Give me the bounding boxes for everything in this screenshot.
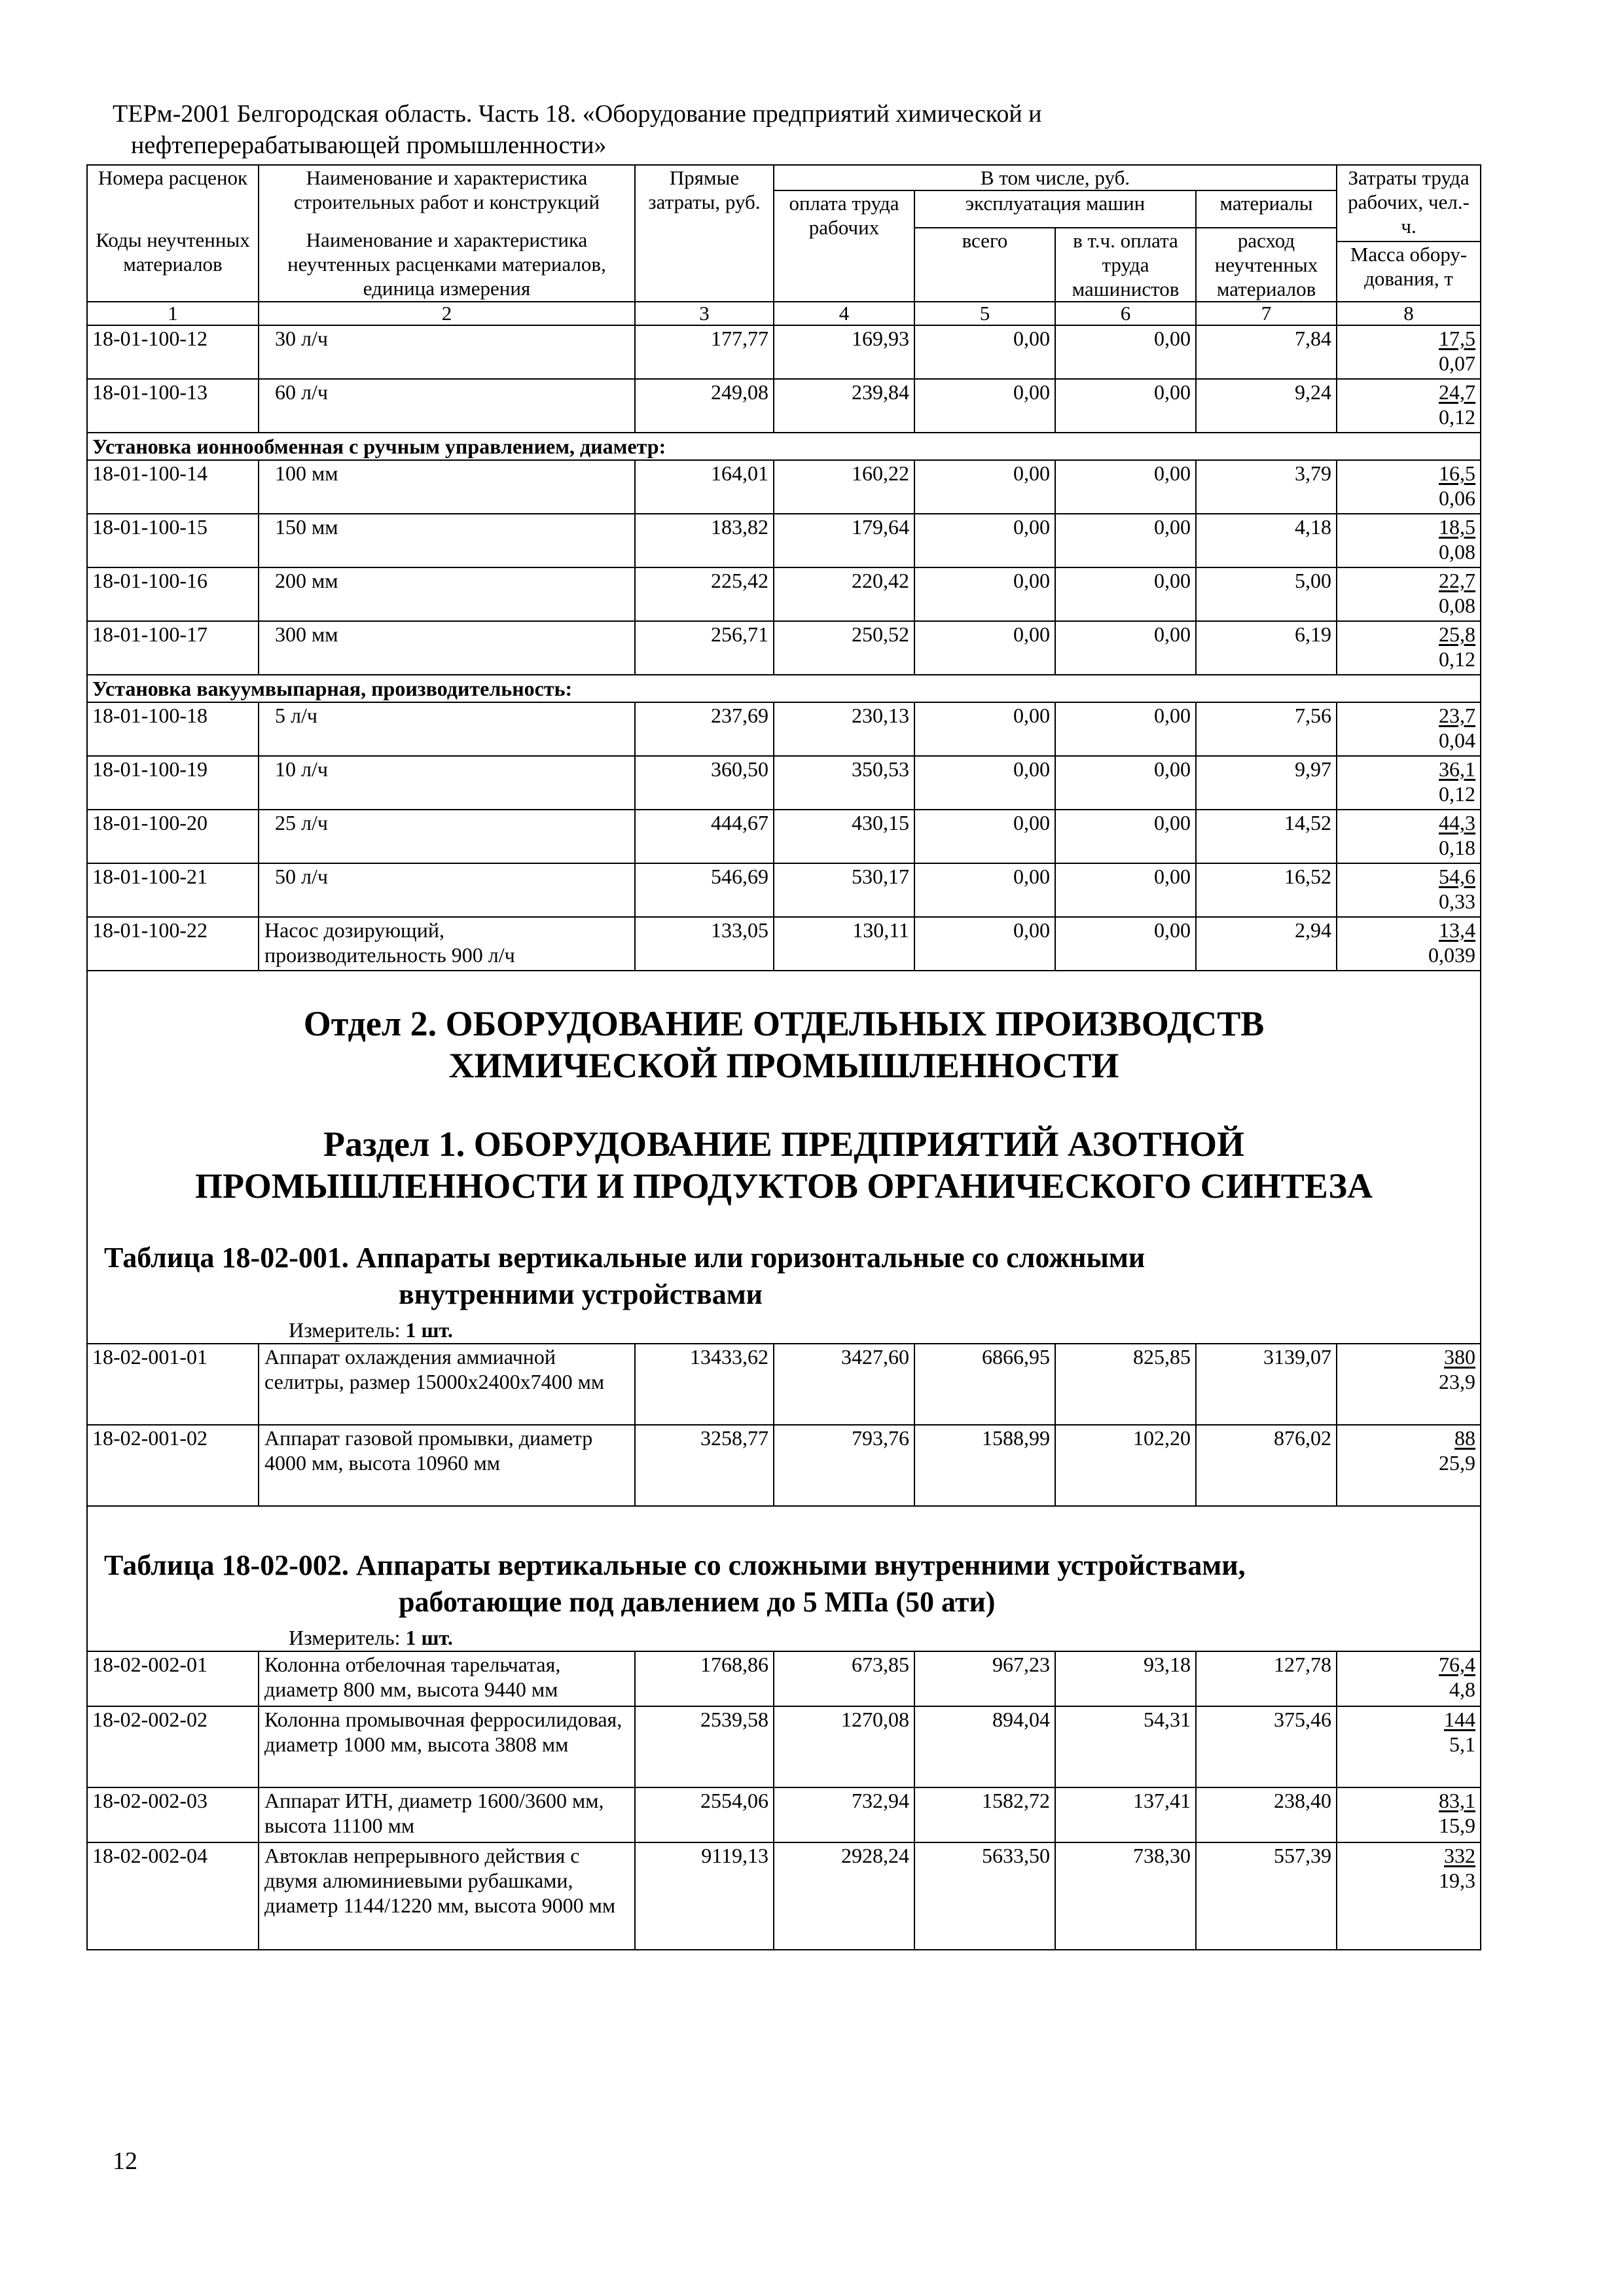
labor-mass-cell	[1337, 1344, 1481, 1425]
group-heading-row	[87, 675, 1481, 702]
labor-value: 13,4	[1439, 918, 1476, 942]
labor-value: 76,4	[1439, 1652, 1476, 1676]
rows-table-18-02-002	[87, 1651, 1481, 1950]
direct-costs: 360,50	[635, 756, 774, 810]
labor-mass-cell	[1337, 1425, 1481, 1506]
rate-code: 18-01-100-18	[87, 702, 259, 756]
labor-value: 83,1	[1439, 1788, 1476, 1812]
machines-cost: 0,00	[914, 379, 1055, 433]
work-name: 300 мм	[259, 621, 635, 675]
table-row	[87, 756, 1481, 810]
rate-code: 18-02-002-04	[87, 1842, 259, 1950]
labor-mass-cell	[1337, 917, 1481, 971]
wages-cost: 1270,08	[774, 1706, 914, 1787]
direct-costs: 2539,58	[635, 1706, 774, 1787]
materials-cost: 876,02	[1196, 1425, 1337, 1506]
labor-mass-cell	[1337, 1787, 1481, 1842]
table-title	[92, 1207, 1475, 1313]
mass-value: 0,08	[1439, 593, 1476, 617]
wages-cost: 220,42	[774, 567, 914, 621]
table-row	[87, 1425, 1481, 1506]
direct-costs: 164,01	[635, 460, 774, 514]
rows-table-18-02-001	[87, 1344, 1481, 1506]
table-title-line-2: работающие под давлением до 5 МПа (50 ати)	[399, 1585, 996, 1618]
mass-value: 0,039	[1428, 942, 1476, 967]
machinists-cost: 0,00	[1055, 810, 1196, 863]
header-line-2: нефтеперерабатывающей промышленности»	[131, 132, 607, 159]
rate-code: 18-02-001-02	[87, 1425, 259, 1506]
mass-value: 0,08	[1439, 539, 1476, 564]
col-machines-total: всего	[914, 228, 1055, 302]
measure-unit	[92, 1621, 1475, 1651]
column-number: 6	[1055, 302, 1196, 325]
direct-costs: 256,71	[635, 621, 774, 675]
machinists-cost: 93,18	[1055, 1651, 1196, 1706]
direct-costs: 183,82	[635, 514, 774, 567]
table-row	[87, 460, 1481, 514]
labor-mass-cell	[1337, 702, 1481, 756]
machinists-cost: 54,31	[1055, 1706, 1196, 1787]
labor-value: 54,6	[1439, 864, 1476, 888]
machinists-cost: 0,00	[1055, 460, 1196, 514]
labor-value: 44,3	[1439, 810, 1476, 834]
direct-costs: 3258,77	[635, 1425, 774, 1506]
rate-code: 18-01-100-16	[87, 567, 259, 621]
rate-code: 18-02-002-01	[87, 1651, 259, 1706]
column-number: 2	[259, 302, 635, 325]
machines-cost: 0,00	[914, 514, 1055, 567]
table-title-line-2: внутренними устройствами	[399, 1278, 763, 1310]
wages-cost: 732,94	[774, 1787, 914, 1842]
division-title: Отдел 2. ОБОРУДОВАНИЕ ОТДЕЛЬНЫХ ПРОИЗВОДСТВ ХИМИЧЕСКОЙ ПРОМЫШЛЕННОСТИ	[303, 1003, 1265, 1085]
direct-costs: 249,08	[635, 379, 774, 433]
machines-cost: 6866,95	[914, 1344, 1055, 1425]
machines-cost: 1588,99	[914, 1425, 1055, 1506]
machines-cost: 0,00	[914, 917, 1055, 971]
rate-code: 18-01-100-13	[87, 379, 259, 433]
mass-value: 23,9	[1439, 1369, 1476, 1393]
column-number: 7	[1196, 302, 1337, 325]
machines-cost: 0,00	[914, 460, 1055, 514]
group-heading-row	[87, 433, 1481, 460]
table-row	[87, 702, 1481, 756]
rate-code: 18-01-100-21	[87, 863, 259, 917]
measure-unit	[92, 1313, 1475, 1343]
header-line-1: ТЕРм-2001 Белгородская область. Часть 18. «Оборудование предприятий химической и	[113, 100, 1042, 128]
table-row	[87, 1344, 1481, 1425]
rate-code: 18-01-100-14	[87, 460, 259, 514]
col-code-top: Номера расценок	[87, 165, 259, 228]
column-number: 1	[87, 302, 259, 325]
column-number: 3	[635, 302, 774, 325]
column-numbers-row	[87, 302, 1481, 325]
col-code-bottom: Коды неучтенных материалов	[87, 228, 259, 302]
table-row	[87, 514, 1481, 567]
machines-cost: 0,00	[914, 702, 1055, 756]
mass-value: 0,12	[1439, 404, 1476, 429]
labor-value: 18,5	[1439, 514, 1476, 539]
column-number: 8	[1337, 302, 1481, 325]
machines-cost: 0,00	[914, 863, 1055, 917]
machines-cost: 5633,50	[914, 1842, 1055, 1950]
col-machines: эксплуатация машин	[914, 190, 1196, 228]
table-row	[87, 1842, 1481, 1950]
labor-mass-cell	[1337, 621, 1481, 675]
direct-costs: 13433,62	[635, 1344, 774, 1425]
measure-value: 1 шт.	[405, 1318, 453, 1342]
table-row	[87, 810, 1481, 863]
direct-costs: 237,69	[635, 702, 774, 756]
machines-cost: 0,00	[914, 756, 1055, 810]
mass-value: 19,3	[1439, 1868, 1476, 1892]
wages-cost: 230,13	[774, 702, 914, 756]
col-direct: Прямые затраты, руб.	[635, 165, 774, 302]
machinists-cost: 0,00	[1055, 702, 1196, 756]
labor-value: 16,5	[1439, 461, 1476, 485]
work-name: Колонна промывочная ферросилидовая, диаметр 1000 мм, высота 3808 мм	[259, 1706, 635, 1787]
section-block	[87, 1506, 1481, 1651]
machinists-cost: 0,00	[1055, 567, 1196, 621]
measure-value: 1 шт.	[405, 1625, 453, 1649]
mass-value: 0,12	[1439, 647, 1476, 671]
mass-value: 0,07	[1439, 351, 1476, 375]
work-name: Колонна отбелочная тарельчатая, диаметр 800 мм, высота 9440 мм	[259, 1651, 635, 1706]
labor-mass-cell	[1337, 756, 1481, 810]
wages-cost: 130,11	[774, 917, 914, 971]
wages-cost: 2928,24	[774, 1842, 914, 1950]
wages-cost: 239,84	[774, 379, 914, 433]
section-title: Раздел 1. ОБОРУДОВАНИЕ ПРЕДПРИЯТИЙ АЗОТНОЙ ПРОМЫШЛЕННОСТИ И ПРОДУКТОВ ОРГАНИЧЕСКОГО СИНТЕЗА	[195, 1124, 1373, 1206]
column-number: 4	[774, 302, 914, 325]
work-name: 5 л/ч	[259, 702, 635, 756]
table-row	[87, 917, 1481, 971]
table-row	[87, 325, 1481, 379]
rate-code: 18-02-002-03	[87, 1787, 259, 1842]
labor-value: 380	[1444, 1344, 1476, 1369]
wages-cost: 3427,60	[774, 1344, 914, 1425]
rows-section-a	[87, 325, 1481, 433]
machines-cost: 0,00	[914, 325, 1055, 379]
header-row-1	[87, 165, 1481, 190]
machines-cost: 0,00	[914, 810, 1055, 863]
mass-value: 0,33	[1439, 889, 1476, 913]
machinists-cost: 0,00	[1055, 325, 1196, 379]
table-row	[87, 379, 1481, 433]
mass-value: 5,1	[1449, 1732, 1476, 1756]
rate-code: 18-01-100-12	[87, 325, 259, 379]
machines-cost: 894,04	[914, 1706, 1055, 1787]
materials-cost: 9,24	[1196, 379, 1337, 433]
work-name: Автоклав непрерывного действия с двумя алюминиевыми рубашками, диаметр 1144/1220 мм, высота 9000 мм	[259, 1842, 635, 1950]
rate-code: 18-01-100-19	[87, 756, 259, 810]
machinists-cost: 825,85	[1055, 1344, 1196, 1425]
labor-mass-cell	[1337, 379, 1481, 433]
wages-cost: 350,53	[774, 756, 914, 810]
table-row	[87, 1651, 1481, 1706]
table-row	[87, 863, 1481, 917]
labor-value: 25,8	[1439, 622, 1476, 646]
labor-mass-cell	[1337, 810, 1481, 863]
labor-mass-cell	[1337, 325, 1481, 379]
wages-cost: 169,93	[774, 325, 914, 379]
direct-costs: 546,69	[635, 863, 774, 917]
rates-table	[86, 164, 1481, 1950]
machinists-cost: 0,00	[1055, 756, 1196, 810]
work-name: 100 мм	[259, 460, 635, 514]
materials-cost: 7,56	[1196, 702, 1337, 756]
machines-cost: 0,00	[914, 621, 1055, 675]
labor-value: 88	[1454, 1426, 1476, 1450]
machines-cost: 1582,72	[914, 1787, 1055, 1842]
work-name: Аппарат ИТН, диаметр 1600/3600 мм, высота 11100 мм	[259, 1787, 635, 1842]
machinists-cost: 0,00	[1055, 379, 1196, 433]
mass-value: 4,8	[1449, 1677, 1476, 1701]
machinists-cost: 137,41	[1055, 1787, 1196, 1842]
wages-cost: 250,52	[774, 621, 914, 675]
labor-value: 24,7	[1439, 380, 1476, 404]
labor-value: 144	[1444, 1707, 1476, 1731]
labor-mass-cell	[1337, 567, 1481, 621]
materials-cost: 557,39	[1196, 1842, 1337, 1950]
mass-value: 0,06	[1439, 486, 1476, 510]
materials-cost: 2,94	[1196, 917, 1337, 971]
table-title-line-1: Таблица 18-02-002. Аппараты вертикальные со сложными внутренними устройствами,	[104, 1549, 1246, 1581]
wages-cost: 530,17	[774, 863, 914, 917]
labor-value: 17,5	[1439, 326, 1476, 350]
running-header	[113, 98, 1454, 161]
work-name: 200 мм	[259, 567, 635, 621]
mass-value: 0,04	[1439, 728, 1476, 752]
group-heading: Установка ионнообменная с ручным управлением, диаметр:	[87, 433, 1481, 460]
machines-cost: 967,23	[914, 1651, 1055, 1706]
col-materials: материалы	[1196, 190, 1337, 228]
labor-mass-cell	[1337, 863, 1481, 917]
table-row	[87, 621, 1481, 675]
wages-cost: 430,15	[774, 810, 914, 863]
direct-costs: 1768,86	[635, 1651, 774, 1706]
col-wages: оплата труда рабочих	[774, 190, 914, 302]
mass-value: 15,9	[1439, 1813, 1476, 1837]
rate-code: 18-02-002-02	[87, 1706, 259, 1787]
column-number: 5	[914, 302, 1055, 325]
machines-cost: 0,00	[914, 567, 1055, 621]
table-row	[87, 567, 1481, 621]
direct-costs: 133,05	[635, 917, 774, 971]
measure-label: Измеритель:	[289, 1318, 401, 1342]
labor-value: 332	[1444, 1843, 1476, 1867]
mass-value: 25,9	[1439, 1450, 1476, 1475]
rate-code: 18-01-100-15	[87, 514, 259, 567]
materials-cost: 6,19	[1196, 621, 1337, 675]
group-heading: Установка вакуумвыпарная, производительность:	[87, 675, 1481, 702]
direct-costs: 225,42	[635, 567, 774, 621]
mass-value: 0,12	[1439, 781, 1476, 806]
labor-mass-cell	[1337, 1842, 1481, 1950]
labor-mass-cell	[1337, 1651, 1481, 1706]
rate-code: 18-01-100-22	[87, 917, 259, 971]
work-name: 30 л/ч	[259, 325, 635, 379]
col-name-top: Наименование и характеристика строительных работ и конструкций	[259, 165, 635, 228]
machinists-cost: 0,00	[1055, 863, 1196, 917]
table-row	[87, 1787, 1481, 1842]
labor-mass-cell	[1337, 514, 1481, 567]
table-title-line-1: Таблица 18-02-001. Аппараты вертикальные или горизонтальные со сложными	[104, 1241, 1146, 1274]
work-name: Насос дозирующий, производительность 900 л/ч	[259, 917, 635, 971]
work-name: 50 л/ч	[259, 863, 635, 917]
rate-code: 18-01-100-20	[87, 810, 259, 863]
wages-cost: 179,64	[774, 514, 914, 567]
table-row	[87, 1706, 1481, 1787]
direct-costs: 177,77	[635, 325, 774, 379]
materials-cost: 375,46	[1196, 1706, 1337, 1787]
section-block	[87, 971, 1481, 1344]
direct-costs: 444,67	[635, 810, 774, 863]
machinists-cost: 0,00	[1055, 514, 1196, 567]
labor-value: 23,7	[1439, 703, 1476, 727]
materials-cost: 14,52	[1196, 810, 1337, 863]
materials-cost: 127,78	[1196, 1651, 1337, 1706]
work-name: 150 мм	[259, 514, 635, 567]
col-including: В том числе, руб.	[774, 165, 1337, 190]
materials-cost: 238,40	[1196, 1787, 1337, 1842]
materials-cost: 3139,07	[1196, 1344, 1337, 1425]
col-name-bottom: Наименование и характеристика неучтенных расценками материалов, единица измерения	[259, 228, 635, 302]
col-mass: Масса обору- дования, т	[1337, 242, 1481, 302]
materials-cost: 9,97	[1196, 756, 1337, 810]
mass-value: 0,18	[1439, 835, 1476, 859]
work-name: 25 л/ч	[259, 810, 635, 863]
work-name: 10 л/ч	[259, 756, 635, 810]
measure-label: Измеритель:	[289, 1625, 401, 1649]
col-labor: Затраты труда рабочих, чел.-ч.	[1337, 165, 1481, 242]
rows-section-b	[87, 460, 1481, 675]
machinists-cost: 738,30	[1055, 1842, 1196, 1950]
labor-mass-cell	[1337, 1706, 1481, 1787]
materials-cost: 3,79	[1196, 460, 1337, 514]
direct-costs: 9119,13	[635, 1842, 774, 1950]
wages-cost: 793,76	[774, 1425, 914, 1506]
labor-mass-cell	[1337, 460, 1481, 514]
wages-cost: 160,22	[774, 460, 914, 514]
labor-value: 22,7	[1439, 568, 1476, 592]
rows-section-c	[87, 702, 1481, 971]
table-title	[92, 1507, 1475, 1621]
work-name: 60 л/ч	[259, 379, 635, 433]
materials-cost: 7,84	[1196, 325, 1337, 379]
direct-costs: 2554,06	[635, 1787, 774, 1842]
machinists-cost: 0,00	[1055, 621, 1196, 675]
rate-code: 18-02-001-01	[87, 1344, 259, 1425]
labor-value: 36,1	[1439, 757, 1476, 781]
materials-cost: 4,18	[1196, 514, 1337, 567]
wages-cost: 673,85	[774, 1651, 914, 1706]
materials-cost: 16,52	[1196, 863, 1337, 917]
col-machinists: в т.ч. оплата труда машинистов	[1055, 228, 1196, 302]
col-materials-unaccounted: расход неучтенных материалов	[1196, 228, 1337, 302]
page-number: 12	[113, 2147, 137, 2175]
materials-cost: 5,00	[1196, 567, 1337, 621]
work-name: Аппарат охлаждения аммиачной селитры, размер 15000x2400x7400 мм	[259, 1344, 635, 1425]
work-name: Аппарат газовой промывки, диаметр 4000 мм, высота 10960 мм	[259, 1425, 635, 1506]
machinists-cost: 0,00	[1055, 917, 1196, 971]
rate-code: 18-01-100-17	[87, 621, 259, 675]
machinists-cost: 102,20	[1055, 1425, 1196, 1506]
